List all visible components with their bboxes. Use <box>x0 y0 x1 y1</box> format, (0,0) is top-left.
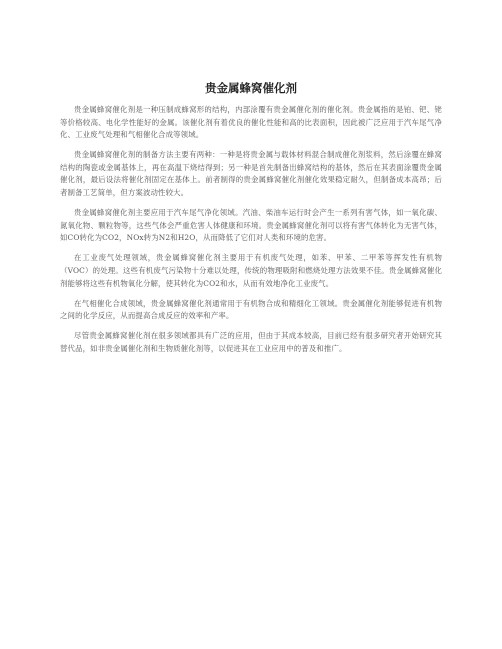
paragraph-2: 贵金属蜂窝催化剂的制备方法主要有两种：一种是将贵金属与载体材料混合制成催化剂浆料，然后涂覆在蜂窝结构的陶瓷或金属基体上，再在高温下烧结得到；另一种是首先制备出蜂窝结构的基体，然后在其表面涂覆贵金属催化剂，最后设法将催化剂固定在基体上。前者制得的贵金属蜂窝催化剂催化效果稳定耐久，但制备成本高昂；后者制备工艺简单，但方案波动性较大。 <box>60 150 442 198</box>
paragraph-1: 贵金属蜂窝催化剂是一种压制成蜂窝形的结构，内部涂覆有贵金属催化剂的催化剂。贵金属指的是铂、钯、铑等价格较高、电化学性能好的金属。该催化剂有着优良的催化性能和高的比表面积，因此被广泛应用于汽车尾气净化、工业废气处理和气相催化合成等领域。 <box>60 105 442 140</box>
paragraph-3: 贵金属蜂窝催化剂主要应用于汽车尾气净化领域。汽油、柴油车运行时会产生一系列有害气体，如一氧化碳、氮氧化物、颗粒物等，这些气体会严重危害人体健康和环境。贵金属蜂窝催化剂可以将有害气体转化为无害气体，如CO转化为CO2，NOx转为N2和H2O，从而降低了它们对人类和环境的危害。 <box>60 208 442 243</box>
paragraph-6: 尽管贵金属蜂窝催化剂在很多领域都具有广泛的应用，但由于其成本较高，目前已经有很多研究者开始研究其替代品，如非贵金属催化剂和生物质催化剂等，以促进其在工业应用中的普及和推广。 <box>60 331 442 353</box>
document-body <box>60 104 442 363</box>
paragraph-5: 在气相催化合成领域，贵金属蜂窝催化剂通常用于有机物合成和精细化工领域。贵金属催化剂能够促进有机物之间的化学反应，从而提高合成反应的效率和产率。 <box>60 298 442 321</box>
paragraph-4: 在工业废气处理领域，贵金属蜂窝催化剂主要用于有机废气处理，如苯、甲苯、二甲苯等挥发性有机物（VOC）的处理。这些有机废气污染物十分难以处理，传统的物理吸附和燃烧处理方法效果不佳。贵金属蜂窝催化剂能够将这些有机物氧化分解，使其转化为CO2和水，从而有效地净化工业废气。 <box>60 253 442 288</box>
document-title: 贵金属蜂窝催化剂 <box>205 81 297 95</box>
